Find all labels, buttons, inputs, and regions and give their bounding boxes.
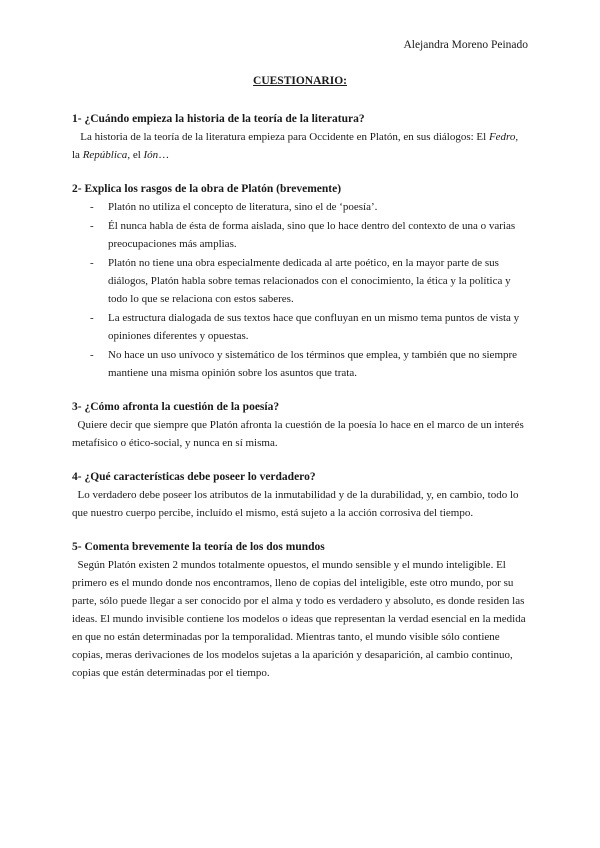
list-item: - La estructura dialogada de sus textos hace que confluyan en un mismo tema puntos de vista y opiniones diferentes y opuestas. [72,309,528,345]
section-5 [72,538,528,682]
answer-3: Quiere decir que siempre que Platón afronta la cuestión de la poesía lo hace en el marco de un interés metafísico o ético-social, y nunca en sí misma. [72,419,524,449]
question-3: 3- ¿Cómo afronta la cuestión de la poesía? [72,401,280,413]
answer-5: Según Platón existen 2 mundos totalmente opuestos, el mundo sensible y el mundo inteligible. El primero es el mundo donde nos encontramos, lleno de copias del inteligible, este otro mundo, por su parte, sólo puede llegar a ser conocido por el alma y todo es verdadero y absoluto, es donde residen las ideas. El mundo invisible contiene los modelos o ideas que representan la verdad esencial en la medida en que no están determinadas por la temporalidad. Mientras tanto, el mundo visible sólo contiene copias, meras derivaciones de los modelos sujetas a la aparición y desaparición, al cambio continuo, copias que están determinadas por el tiempo. [72,559,526,679]
answer-4: Lo verdadero debe poseer los atributos de la inmutabilidad y de la durabilidad, y, en cambio, todo lo que nuestro cuerpo percibe, incluído el mismo, está sujeto a la acción corrosiva del tiempo. [72,489,519,519]
question-4: 4- ¿Qué características debe poseer lo verdadero? [72,471,316,483]
list-item: - Platón no tiene una obra especialmente dedicada al arte poético, en la mayor parte de sus diálogos, Platón habla sobre temas relacionados con el conocimiento, la ética y la política y todo lo que se relaciona con estos saberes. [72,254,528,308]
document-body [72,110,528,698]
section-2 [72,180,528,382]
question-5: 5- Comenta brevemente la teoría de los dos mundos [72,541,325,553]
traits-list [72,198,528,382]
section-1 [72,110,528,164]
section-4 [72,468,528,522]
list-item: - No hace un uso unívoco y sistemático de los términos que emplea, y también que no siempre mantiene una misma opinión sobre los asuntos que trata. [72,346,528,382]
list-item: - Él nunca habla de ésta de forma aislada, sino que lo hace dentro del contexto de una o varias preocupaciones más amplias. [72,217,528,253]
question-1: 1- ¿Cuándo empieza la historia de la teoría de la literatura? [72,113,365,125]
answer-1: La historia de la teoría de la literatura empieza para Occidente en Platón, en sus diálogos: El Fedro, la República, el Ión… [72,131,519,161]
document-title: CUESTIONARIO: [253,75,347,87]
author-name: Alejandra Moreno Peinado [403,39,528,51]
section-3 [72,398,528,452]
list-item: - Platón no utiliza el concepto de literatura, sino el de ‘poesía’. [72,198,528,216]
question-2: 2- Explica los rasgos de la obra de Platón (brevemente) [72,183,342,195]
